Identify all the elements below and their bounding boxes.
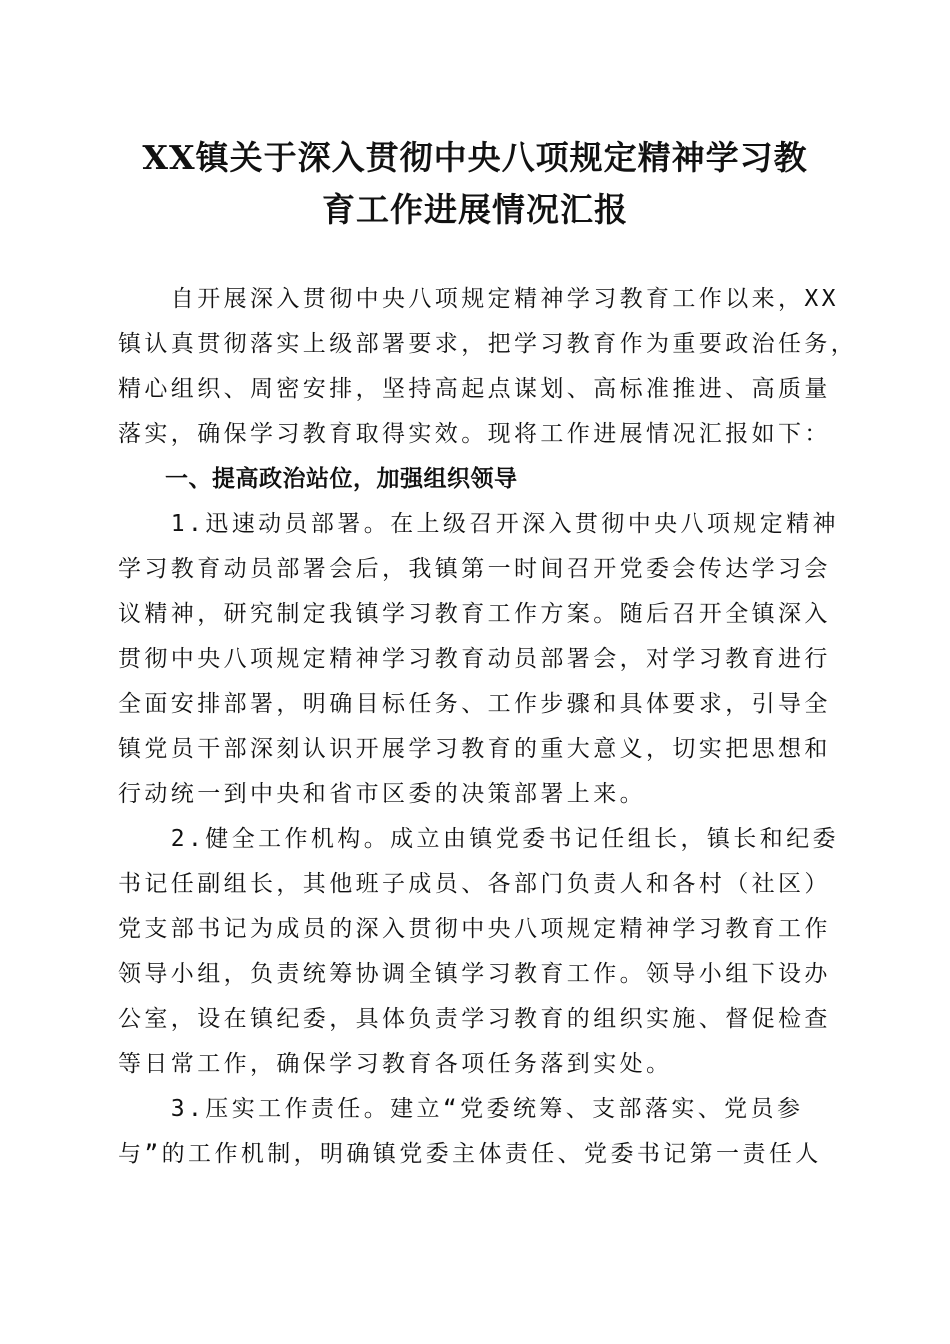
text-line: 自开展深入贯彻中央八项规定精神学习教育工作以来，XX [118, 286, 839, 312]
intro-paragraph [118, 277, 858, 457]
text-line: 行动统一到中央和省市区委的决策部署上来。 [118, 781, 646, 807]
text-line: 镇认真贯彻落实上级部署要求，把学习教育作为重要政治任务， [118, 331, 858, 357]
text-line: 精心组织、周密安排，坚持高起点谋划、高标准推进、高质量 [118, 376, 831, 402]
text-line: 3.压实工作责任。建立“党委统筹、支部落实、党员参 [118, 1096, 804, 1122]
text-line: 书记任副组长，其他班子成员、各部门负责人和各村（社区） [118, 871, 831, 897]
text-line: 1.迅速动员部署。在上级召开深入贯彻中央八项规定精神 [118, 511, 839, 537]
document-body [118, 277, 858, 1177]
text-line: 公室，设在镇纪委，具体负责学习教育的组织实施、督促检查 [118, 1006, 831, 1032]
title-line: 育工作进展情况汇报 [322, 190, 628, 229]
item-3-paragraph [118, 1087, 832, 1177]
text-line: 落实，确保学习教育取得实效。现将工作进展情况汇报如下： [118, 421, 831, 447]
text-line: 全面安排部署，明确目标任务、工作步骤和具体要求，引导全 [118, 691, 831, 717]
text-line: 2.健全工作机构。成立由镇党委书记任组长，镇长和纪委 [118, 826, 839, 852]
item-1-paragraph [118, 502, 839, 817]
text-line: 党支部书记为成员的深入贯彻中央八项规定精神学习教育工作 [118, 916, 831, 942]
item-2-paragraph [118, 817, 839, 1087]
title-line: XX镇关于深入贯彻中央八项规定精神学习教 [142, 138, 808, 177]
text-line: 议精神，研究制定我镇学习教育工作方案。随后召开全镇深入 [118, 601, 831, 627]
text-line: 等日常工作，确保学习教育各项任务落到实处。 [118, 1051, 673, 1077]
document-title [110, 132, 840, 236]
text-line: 贯彻中央八项规定精神学习教育动员部署会，对学习教育进行 [118, 646, 831, 672]
text-line: 学习教育动员部署会后，我镇第一时间召开党委会传达学习会 [118, 556, 831, 582]
section-heading: 一、提高政治站位，加强组织领导 [118, 466, 518, 492]
text-line: 与”的工作机制，明确镇党委主体责任、党委书记第一责任人 [118, 1141, 822, 1167]
text-line: 领导小组，负责统筹协调全镇学习教育工作。领导小组下设办 [118, 961, 831, 987]
text-line: 镇党员干部深刻认识开展学习教育的重大意义，切实把思想和 [118, 736, 831, 762]
